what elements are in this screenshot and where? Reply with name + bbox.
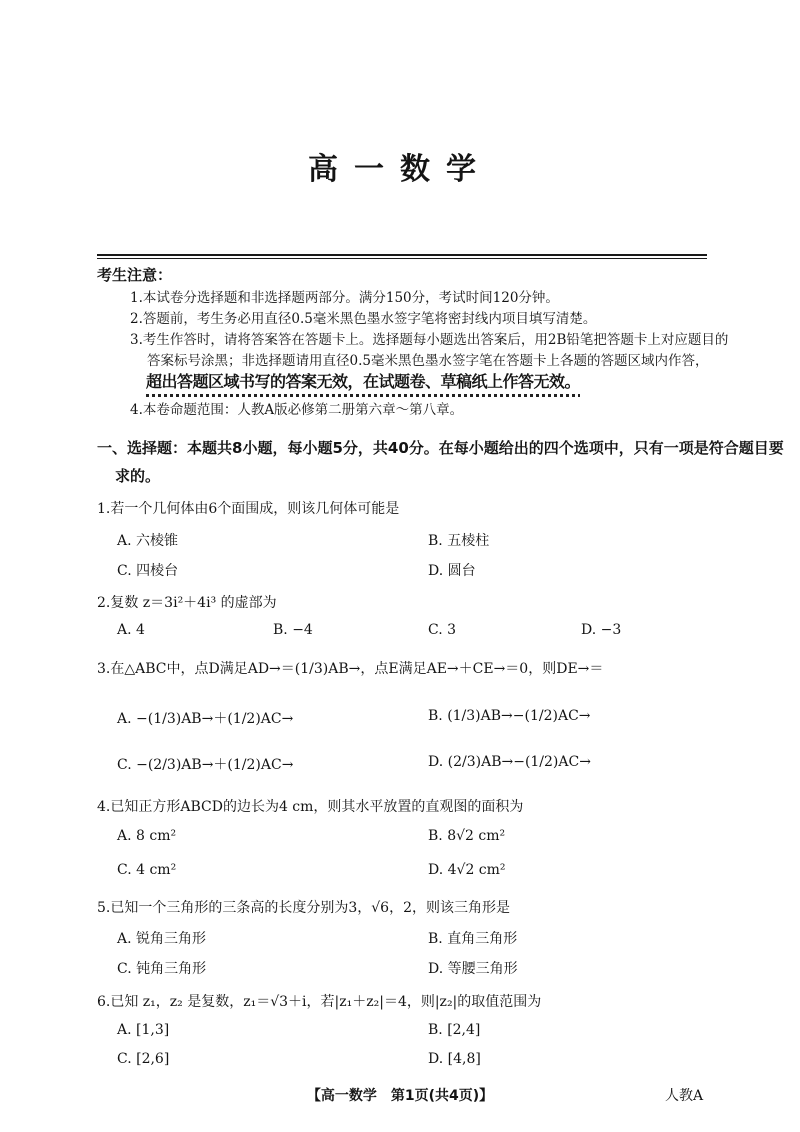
option-b: B. [2,4] <box>428 1022 481 1038</box>
option-a: A. [1,3] <box>117 1022 170 1038</box>
option-a: A. 8 cm² <box>117 828 177 844</box>
option-b: B. 直角三角形 <box>428 931 518 947</box>
note-item-emphasis: 超出答题区域书写的答案无效，在试题卷、草稿纸上作答无效。 <box>146 372 581 391</box>
section-heading-cont: 求的。 <box>115 467 161 485</box>
question-stem: 1.若一个几何体由6个面围成，则该几何体可能是 <box>97 501 400 517</box>
option-a: A. 六棱锥 <box>117 533 179 549</box>
question-stem: 3.在△ABC中，点D满足AD→＝(1/3)AB→，点E满足AE→＋CE→＝0，则DE→＝ <box>97 661 604 677</box>
note-item: 2.答题前，考生务必用直径0.5毫米黑色墨水签字笔将密封线内项目填写清楚。 <box>130 311 597 327</box>
option-a: A. −(1/3)AB→＋(1/2)AC→ <box>117 711 294 727</box>
option-c: C. 钝角三角形 <box>117 961 207 977</box>
option-d: D. −3 <box>581 622 622 638</box>
option-c: C. 四棱台 <box>117 563 179 579</box>
option-d: D. [4,8] <box>428 1051 481 1067</box>
option-c: C. [2,6] <box>117 1051 170 1067</box>
option-d: D. 等腰三角形 <box>428 961 518 977</box>
question-stem: 6.已知 z₁，z₂ 是复数，z₁＝√3＋i，若|z₁＋z₂|＝4，则|z₂|的取值范围为 <box>97 994 542 1010</box>
title-divider <box>97 254 707 256</box>
question-stem: 2.复数 z＝3i²＋4i³ 的虚部为 <box>97 595 277 611</box>
page-title: 高一数学 <box>308 152 492 187</box>
note-item: 答案标号涂黑；非选择题请用直径0.5毫米黑色墨水签字笔在答题卡上各题的答题区域内作答， <box>147 353 709 369</box>
note-item: 3.考生作答时，请将答案答在答题卡上。选择题每小题选出答案后，用2B铅笔把答题卡上对应题目的 <box>130 332 729 348</box>
note-item: 1.本试卷分选择题和非选择题两部分。满分150分，考试时间120分钟。 <box>130 290 559 306</box>
option-d: D. (2/3)AB→−(1/2)AC→ <box>428 754 591 770</box>
option-b: B. −4 <box>273 622 313 638</box>
question-stem: 5.已知一个三角形的三条高的长度分别为3，√6，2，则该三角形是 <box>97 900 510 916</box>
option-d: D. 4√2 cm² <box>428 862 506 878</box>
edition-label: 人教A <box>665 1088 704 1104</box>
option-b: B. 8√2 cm² <box>428 828 506 844</box>
question-stem: 4.已知正方形ABCD的边长为4 cm，则其水平放置的直观图的面积为 <box>97 799 524 815</box>
option-c: C. 3 <box>428 622 457 638</box>
notes-heading: 考生注意： <box>97 266 173 284</box>
option-b: B. (1/3)AB→−(1/2)AC→ <box>428 708 591 724</box>
page-footer: 【高一数学 第1页(共4页)】 <box>306 1088 494 1104</box>
option-c: C. −(2/3)AB→＋(1/2)AC→ <box>117 757 294 773</box>
option-a: A. 锐角三角形 <box>117 931 207 947</box>
option-b: B. 五棱柱 <box>428 533 490 549</box>
title-divider-thin <box>97 258 707 259</box>
option-a: A. 4 <box>117 622 145 638</box>
note-item: 4.本卷命题范围：人教A版必修第二册第六章～第八章。 <box>130 402 464 418</box>
option-d: D. 圆台 <box>428 563 476 579</box>
option-c: C. 4 cm² <box>117 862 177 878</box>
section-heading: 一、选择题：本题共8小题，每小题5分，共40分。在每小题给出的四个选项中，只有一项是符合题目要 <box>97 439 784 457</box>
